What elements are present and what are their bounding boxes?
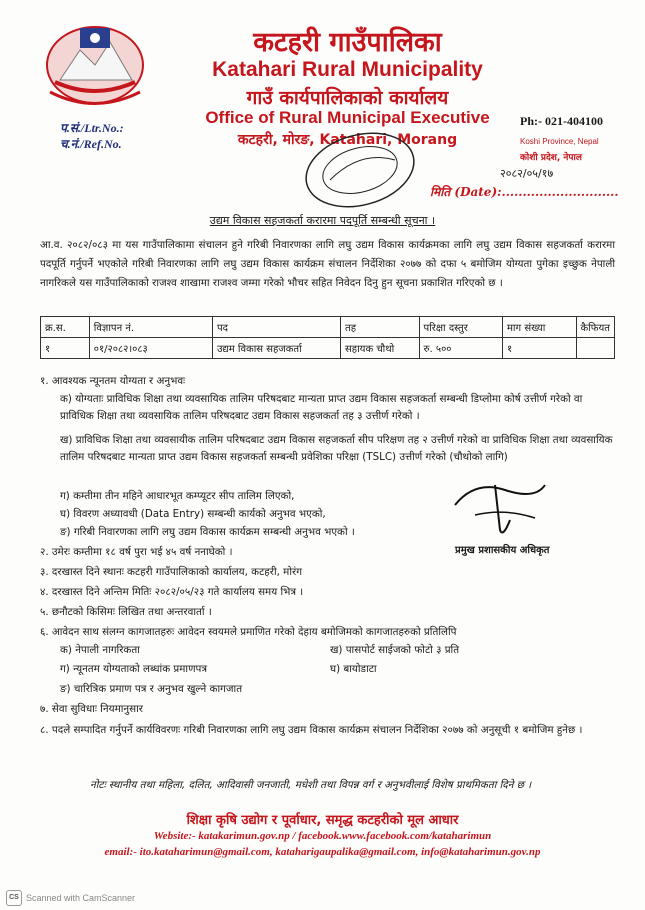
footer-website: Website:- katakarimun.gov.np / facebook.www.facebook.com/kataharimun [153, 830, 492, 842]
priority-note: नोटः स्थानीय तथा महिला, दलित, आदिवासी जनजाती, मधेशी तथा विपन्न वर्ग र अनुभवीलाई विशेष प्राथमिकता दिने छ । [90, 779, 532, 791]
section-benefits: ७. सेवा सुविधाः नियमानुसार [40, 703, 143, 715]
qualification-gha: घ) विवरण अध्यावधी (Data Entry) सम्बन्धी कार्यको अनुभव भएको, [60, 508, 326, 520]
address: कटहरी, मोरङ, Katahari, Morang [237, 132, 458, 148]
date-label: मिति (Date):............................ [430, 185, 619, 199]
section-application-place: ३. दरखास्त दिने स्थानः कटहरी गाउँपालिकाको कार्यालय, कटहरी, मोरंग [40, 566, 302, 578]
qualification-ka: क) योग्यताः प्राविधिक शिक्षा तथा व्यवसायिक तालिम परिषदबाट मान्यता प्राप्त उद्यम विकास सहजकर्ता सम्बन्धी डिप्लोमा कोर्ष उत्तीर्ण गरेको वा प्राविधिक शिक्षा तथा व्यवसायिक तालिम परिषदबाट उद्यम विकास सहजकर्ता तह ३ उत्तीर्ण गरेको । [60, 393, 583, 422]
signatory-title: प्रमुख प्रशासकीय अधिकृत [455, 545, 550, 556]
notice-title: उद्यम विकास सहजकर्ता करारमा पदपूर्ति सम्बन्धी सूचना । [209, 214, 436, 227]
document-ga: ग) न्यूनतम योग्यताको लब्धांक प्रमाणपत्र [60, 663, 208, 675]
table-header: क्र.स. [41, 317, 90, 338]
phone-number: Ph:- 021-404100 [520, 114, 603, 128]
camscanner-logo-icon: CS [6, 890, 22, 906]
letter-number-label: प.सं./Ltr.No.: [60, 121, 124, 135]
table-cell: उद्यम विकास सहजकर्ता [212, 338, 340, 359]
scanner-label: Scanned with CamScanner [26, 893, 136, 903]
table-header: कैफियत [576, 317, 614, 338]
table-cell: रु. ५०० [419, 338, 502, 359]
document-ka: क) नेपाली नागरिकता [60, 644, 140, 656]
notice-intro: आ.व. २०८२/०८३ मा यस गाउँपालिकामा संचालन हुने गरिबी निवारणका लागि लघु उद्यम विकास कार्यक्रमका लागि लघु उद्यम विकास सहजकर्ता करारमा पदपूर्ति गर्नुपर्ने भएकोले गरिबी निवारणका लागि लघु उद्यम विकास कार्यक्रम संचालन निर्देशिका २०७७ को दफा ५ बमोजिम योग्यता पुगेका इच्छुक नेपाली नागरिकले यस गाउँपालिकाको राजश्व शाखामा राजश्व जम्मा गरेको भौचर सहित निवेदन दिनु हुन सूचना प्रकाशित गरिएको छ । [40, 239, 615, 289]
document-nga: ङ) चारित्रिक प्रमाण पत्र र अनुभव खुल्ने कागजात [60, 683, 243, 695]
office-stamp-icon [300, 130, 420, 210]
table-cell [576, 338, 614, 359]
signature-icon [445, 470, 555, 540]
office-name-en: Office of Rural Municipal Executive [205, 108, 490, 127]
table-header: परिक्षा दस्तुर [419, 317, 502, 338]
province-en: Koshi Province, Nepal [520, 137, 599, 146]
section-deadline: ४. दरखास्त दिने अन्तिम मितिः २०८२/०५/२३ गते कार्यालय समय भित्र । [40, 586, 304, 598]
municipality-name-np: कटहरी गाउँपालिका [253, 27, 442, 58]
nepal-emblem-icon [40, 20, 150, 110]
footer-slogan: शिक्षा कृषि उद्योग र पूर्वाधार, समृद्ध कटहरीको मूल आधार [186, 813, 459, 828]
table-cell: १ [41, 338, 90, 359]
section-documents: ६. आवेदन साथ संलग्न कागजातहरुः आवेदन स्वयमले प्रमाणित गरेको देहाय बमोजिमको कागजातहरुको प्रतिलिपि [40, 626, 457, 638]
date-value: २०८२/०५/१७ [500, 167, 554, 180]
section-selection-type: ५. छनौटको किसिमः लिखित तथा अन्तरवार्ता । [40, 606, 212, 618]
section-qualification: १. आवश्यक न्यूनतम योग्यता र अनुभवः [40, 375, 186, 387]
province-np: कोशी प्रदेश, नेपाल [520, 153, 582, 163]
qualification-ga: ग) कम्तीमा तीन महिने आधारभूत कम्प्यूटर सीप तालिम लिएको, [60, 490, 295, 502]
vacancy-table [40, 316, 615, 359]
footer-email: email:- ito.kataharimun@gmail.com, kataharigaupalika@gmail.com, info@kataharimun.gov.np [104, 846, 541, 858]
table-cell: ०१/२०८२।०८३ [89, 338, 212, 359]
section-age: २. उमेरः कम्तीमा १८ वर्ष पुरा भई ४५ वर्ष ननाघेको । [40, 546, 233, 558]
table-cell: १ [502, 338, 576, 359]
section-job-description: ८. पदले सम्पादित गर्नुपर्ने कार्यविवरणः गरिबी निवारणका लागि लघु उद्यम विकास कार्यक्रम संचालन निर्देशिका २०७७ को अनुसूची १ बमोजिम हुनेछ । [40, 724, 583, 736]
qualification-nga: ङ) गरिबी निवारणका लागि लघु उद्यम विकास कार्यक्रम सम्बन्धी अनुभव भएको । [60, 526, 355, 538]
municipality-name-en: Katahari Rural Municipality [212, 58, 483, 81]
document-gha: घ) बायोडाटा [330, 663, 377, 675]
table-cell: सहायक चौथो [341, 338, 420, 359]
table-row [41, 338, 615, 359]
table-header: पद [212, 317, 340, 338]
scanner-watermark [6, 890, 135, 906]
table-header-row [41, 317, 615, 338]
table-header: तह [341, 317, 420, 338]
document-kha: ख) पासपोर्ट साईजको फोटो ३ प्रति [330, 644, 460, 656]
reference-number-label: च.नं./Ref.No. [60, 137, 122, 151]
table-header: विज्ञापन नं. [89, 317, 212, 338]
qualification-kha: ख) प्राविधिक शिक्षा तथा व्यवसायीक तालिम परिषदबाट उद्यम विकास सहजकर्ता सीप परिक्षण तह २ उत्तीर्ण गरेको वा प्राविधिक शिक्षा तथा व्यवसायिक तालिम परिषदबाट मान्यता प्राप्त उद्यम विकास सहजकर्ता सम्बन्धी प्रवेशिका परिक्षा (TSLC) उत्तीर्ण गरेको (चौथोको लागि) [60, 434, 613, 463]
office-name-np: गाउँ कार्यपालिकाको कार्यालय [246, 87, 449, 109]
table-header: माग संख्या [502, 317, 576, 338]
